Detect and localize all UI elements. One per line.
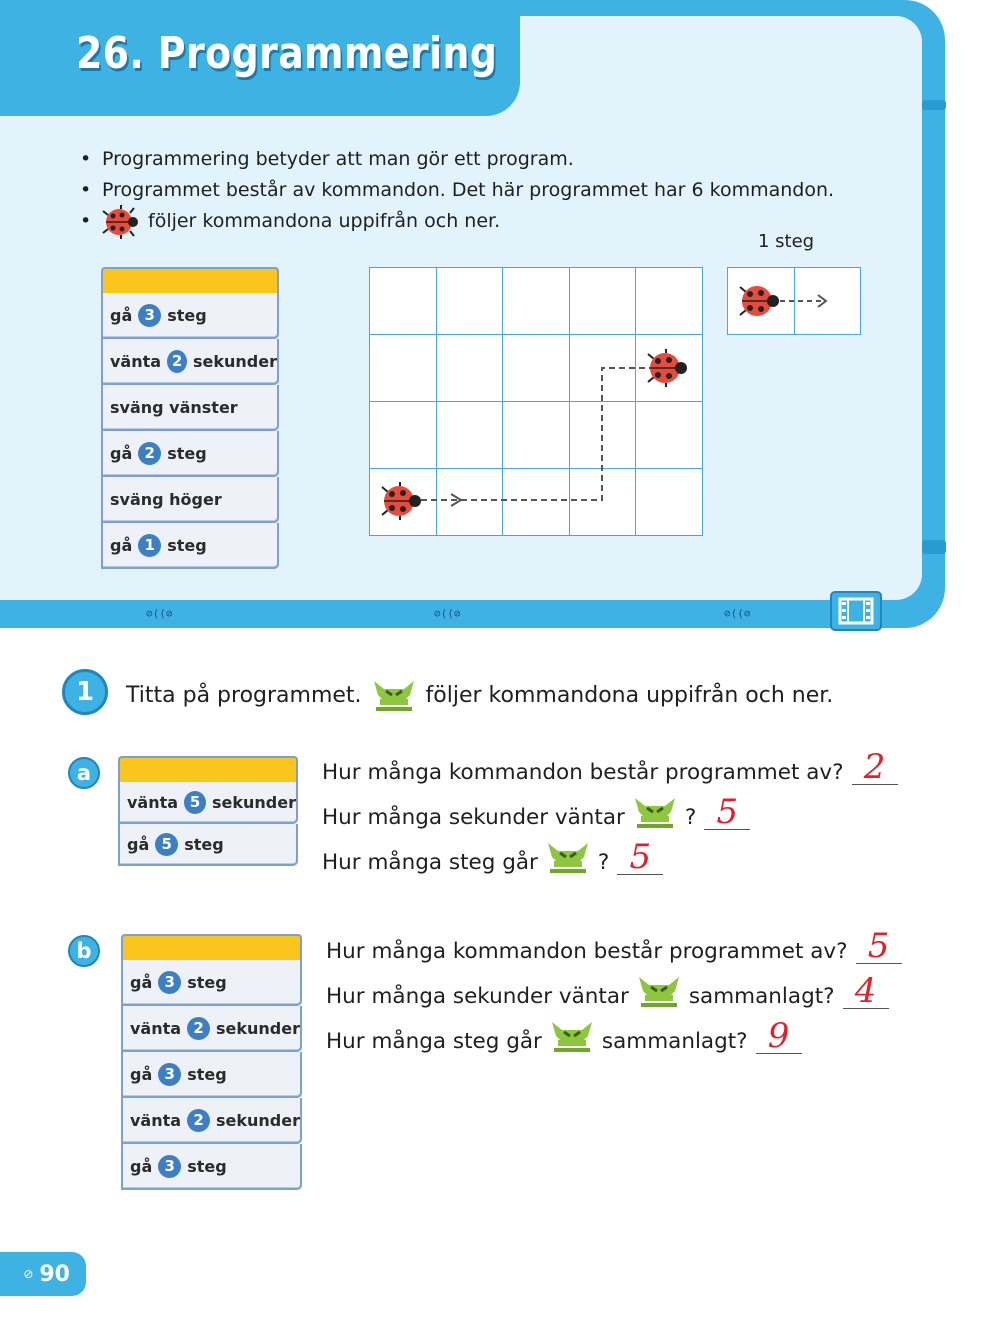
question-b3: Hur många steg går sammanlagt? 9 xyxy=(326,1016,802,1054)
answer-field[interactable]: 5 xyxy=(617,840,663,875)
command-row: gå 3 steg xyxy=(121,960,302,1006)
command-row: sväng vänster xyxy=(101,385,279,431)
rivet-icon: ⊘((⊘ xyxy=(724,607,751,620)
question-b2: Hur många sekunder väntar sammanlagt? 4 xyxy=(326,971,889,1009)
answer-field[interactable]: 5 xyxy=(856,929,902,964)
program-start-hat xyxy=(121,934,302,960)
page-title: 26. Programmering xyxy=(76,28,498,79)
example-program-block xyxy=(101,267,279,569)
pipe-joint xyxy=(922,100,946,110)
ladybug-start-icon xyxy=(380,482,424,520)
subtask-letter-a: a xyxy=(68,757,100,789)
bullet-item: • Programmering betyder att man gör ett program. xyxy=(80,148,574,170)
command-row: sväng höger xyxy=(101,477,279,523)
command-row: gå 3 steg xyxy=(121,1052,302,1098)
monster-icon xyxy=(546,839,590,875)
program-block-b xyxy=(121,934,302,1190)
answer-field[interactable]: 5 xyxy=(704,795,750,830)
question-b1: Hur många kommandon består programmet av? 5 xyxy=(326,926,902,964)
monster-icon xyxy=(633,794,677,830)
command-row: gå 3 steg xyxy=(101,293,279,339)
exercise-number: 1 xyxy=(62,669,108,715)
command-row: vänta 2 sekunder xyxy=(121,1006,302,1052)
intro-bullets xyxy=(80,144,834,237)
subtask-letter-b: b xyxy=(68,935,100,967)
rivet-icon: ⊘((⊘ xyxy=(434,607,461,620)
answer-field[interactable]: 9 xyxy=(756,1019,802,1054)
bullet-item: • Programmet består av kommandon. Det här programmet har 6 kommandon. xyxy=(80,179,835,201)
command-row: gå 1 steg xyxy=(101,523,279,569)
monster-icon xyxy=(372,677,416,713)
step-demo-label: 1 steg xyxy=(758,231,815,252)
command-row: vänta 2 sekunder xyxy=(121,1098,302,1144)
command-row: vänta 2 sekunder xyxy=(101,339,279,385)
question-a2: Hur många sekunder väntar ? 5 xyxy=(322,792,750,830)
rivet-icon: ⊘ xyxy=(23,1267,34,1281)
question-a3: Hur många steg går ? 5 xyxy=(322,837,663,875)
program-start-hat xyxy=(118,756,298,782)
command-row: gå 5 steg xyxy=(118,824,298,866)
rivet-icon: ⊘((⊘ xyxy=(146,607,173,620)
film-icon[interactable] xyxy=(830,591,882,631)
answer-field[interactable]: 4 xyxy=(843,974,889,1009)
ladybug-end-icon xyxy=(646,349,690,387)
bullet-item: • följer kommandona uppifrån och ner. xyxy=(80,206,834,237)
page-number: ⊘ 90 xyxy=(0,1252,86,1296)
program-block-a xyxy=(118,756,298,866)
program-start-hat xyxy=(101,267,279,293)
monster-icon xyxy=(550,1018,594,1054)
answer-field[interactable]: 2 xyxy=(852,750,898,785)
pipe-joint xyxy=(922,540,946,554)
command-row: gå 3 steg xyxy=(121,1144,302,1190)
command-row: vänta 5 sekunder xyxy=(118,782,298,824)
step-demo-ladybug xyxy=(738,282,834,320)
monster-icon xyxy=(637,973,681,1009)
question-a1: Hur många kommandon består programmet av? 2 xyxy=(322,747,898,785)
command-row: gå 2 steg xyxy=(101,431,279,477)
ladybug-icon xyxy=(102,205,140,239)
exercise-intro: Titta på programmet. följer kommandona uppifrån och ner. xyxy=(126,677,833,713)
